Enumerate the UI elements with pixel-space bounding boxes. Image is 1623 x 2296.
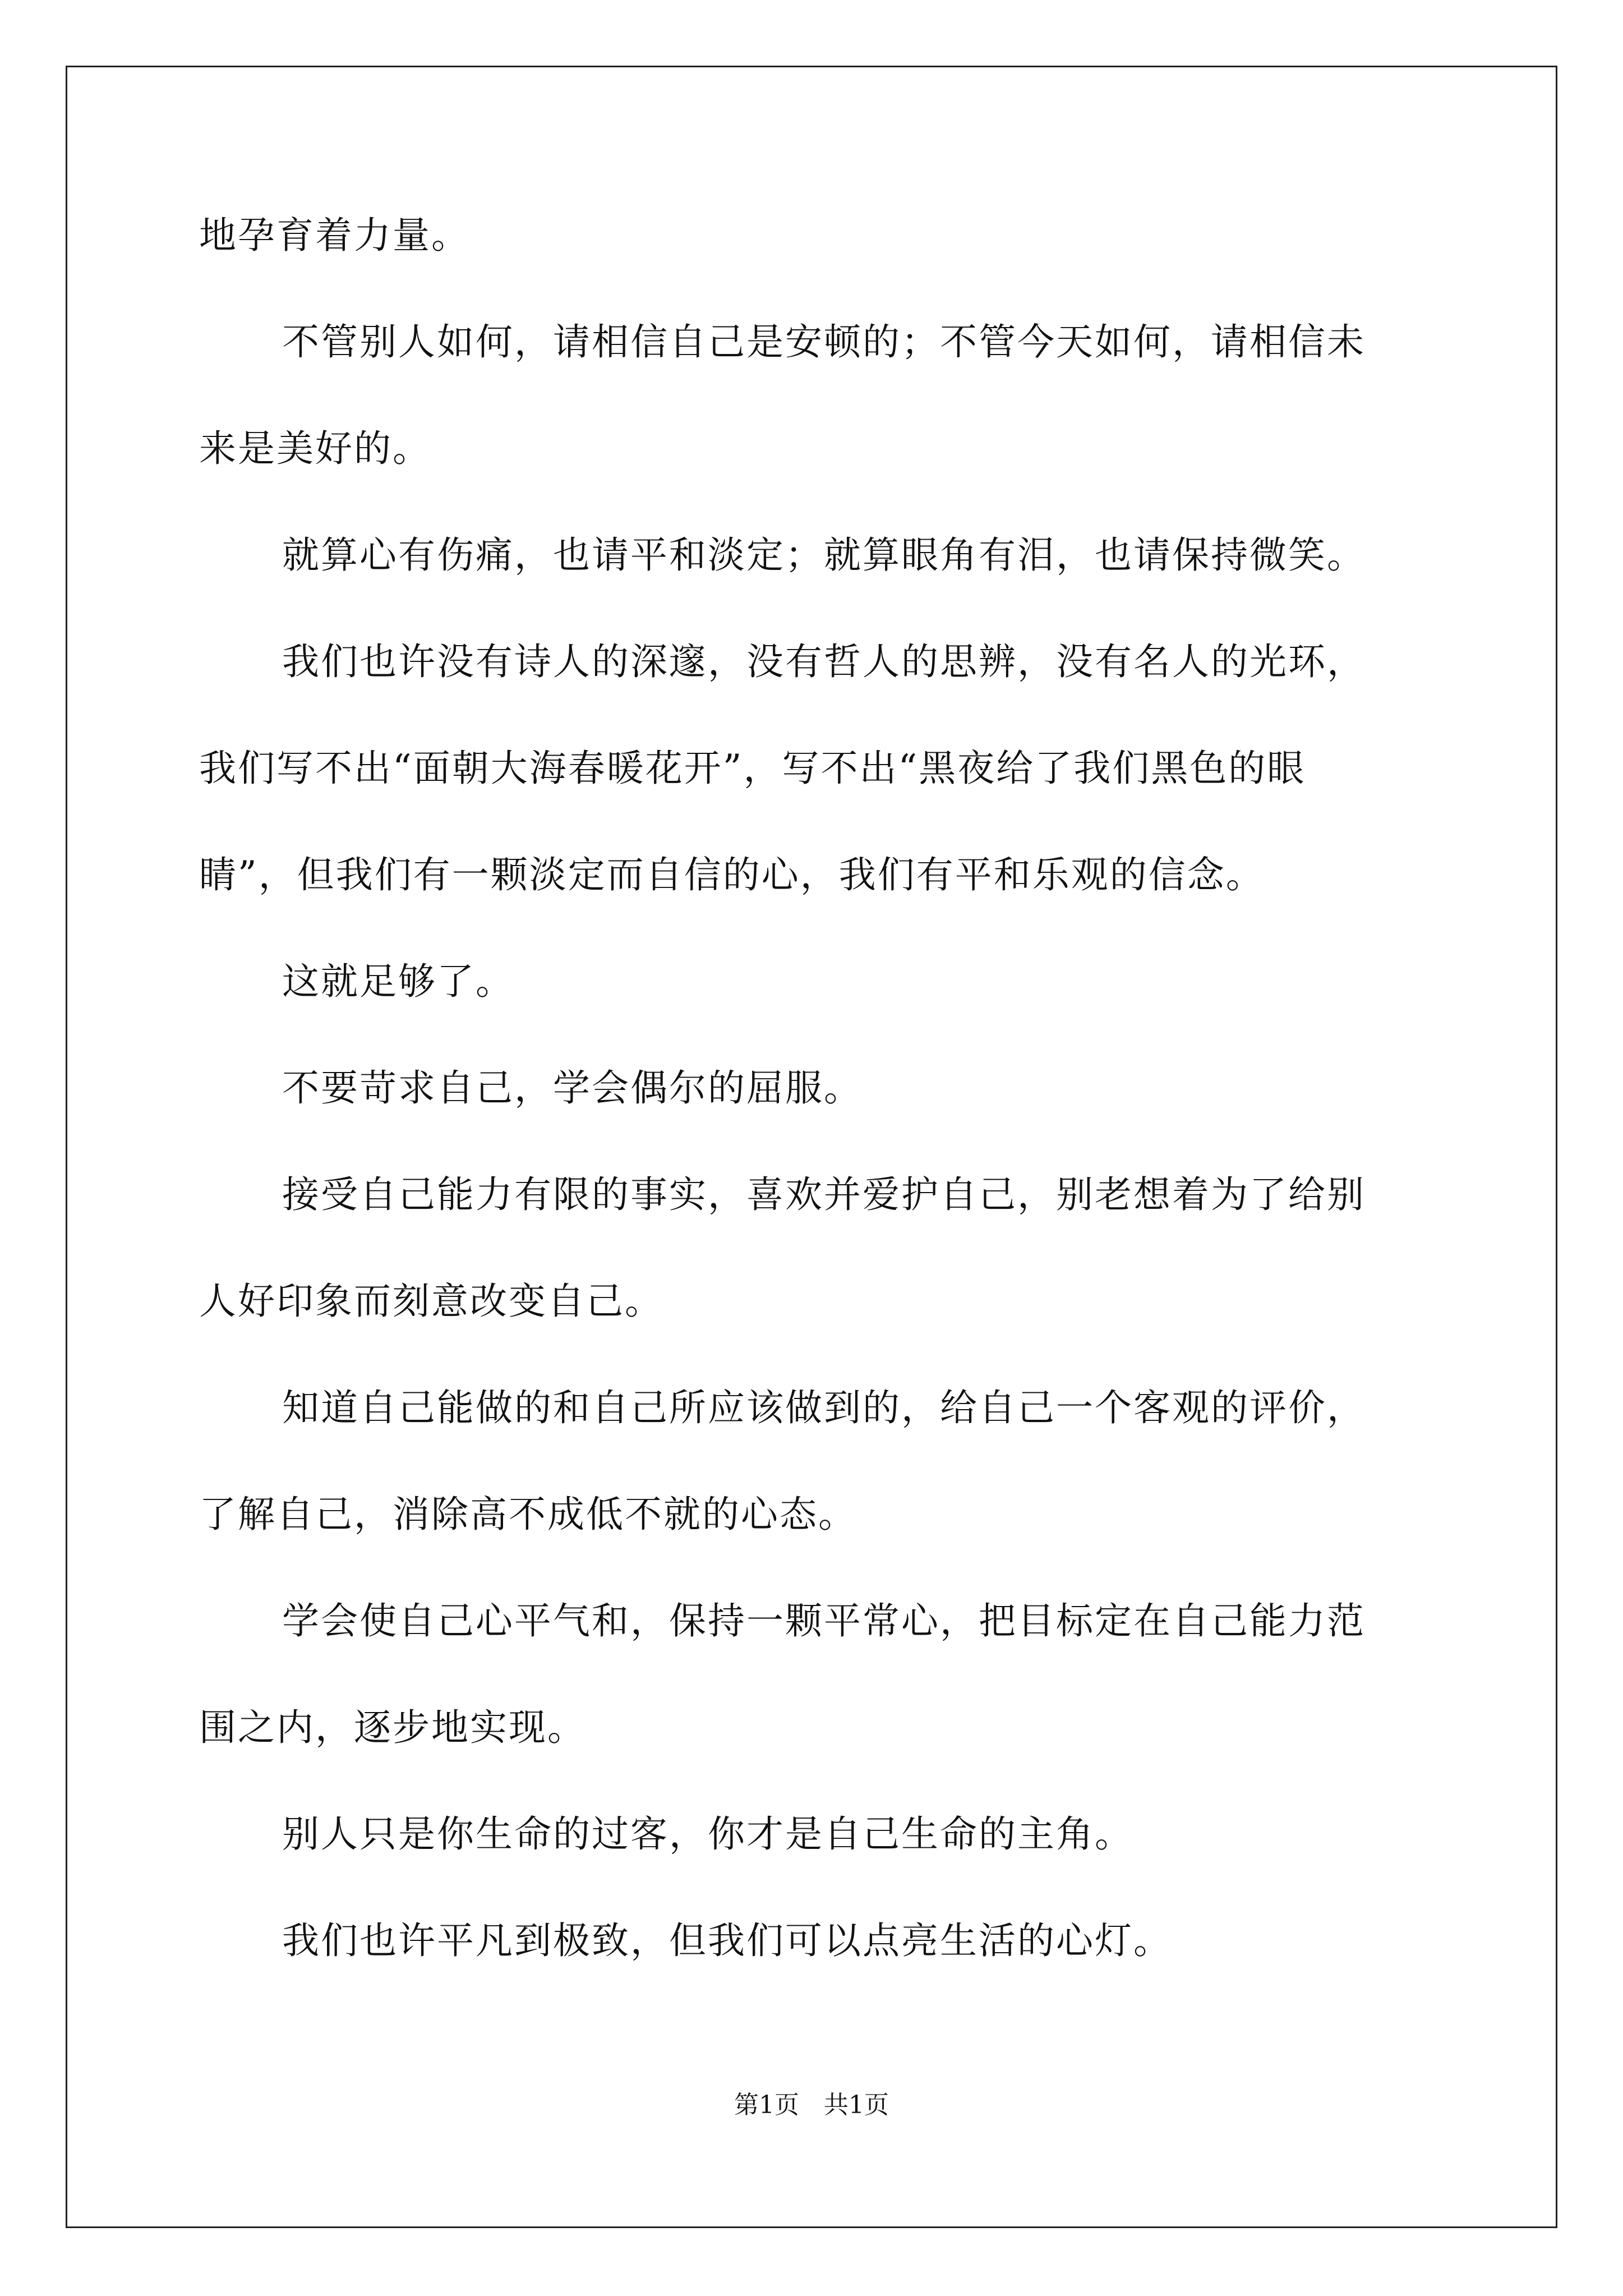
text-line: 不管别人如何，请相信自己是安顿的；不管今天如何，请相信未 (282, 320, 1366, 364)
text-line: 接受自己能力有限的事实，喜欢并爱护自己，别老想着为了给别 (282, 1173, 1366, 1216)
text-line: 人好印象而刻意改变自己。 (199, 1280, 663, 1323)
text-line: 地孕育着力量。 (199, 214, 470, 257)
text-line: 我们也许平凡到极致，但我们可以点亮生活的心灯。 (282, 1919, 1172, 1962)
text-line: 来是美好的。 (199, 427, 431, 470)
text-line: 就算心有伤痛，也请平和淡定；就算眼角有泪，也请保持微笑。 (282, 533, 1366, 577)
text-line: 睛”，但我们有一颗淡定而自信的心，我们有平和乐观的信念。 (199, 853, 1265, 896)
page-number-footer: 第1页 共1页 (734, 2091, 889, 2119)
text-line: 知道自己能做的和自己所应该做到的，给自己一个客观的评价， (282, 1386, 1366, 1429)
text-line: 我们也许没有诗人的深邃，没有哲人的思辨，没有名人的光环， (282, 640, 1366, 683)
text-line: 我们写不出“面朝大海春暖花开”，写不出“黑夜给了我们黑色的眼 (199, 747, 1306, 790)
text-line: 了解自己，消除高不成低不就的心态。 (199, 1493, 857, 1536)
page-border (66, 66, 1557, 2228)
text-line: 这就足够了。 (282, 960, 514, 1003)
text-line: 不要苛求自己，学会偶尔的屈服。 (282, 1066, 863, 1110)
text-line: 学会使自己心平气和，保持一颗平常心，把目标定在自己能力范 (282, 1599, 1366, 1642)
text-line: 围之内，逐步地实现。 (199, 1706, 586, 1749)
text-line: 别人只是你生命的过客，你才是自己生命的主角。 (282, 1812, 1133, 1856)
